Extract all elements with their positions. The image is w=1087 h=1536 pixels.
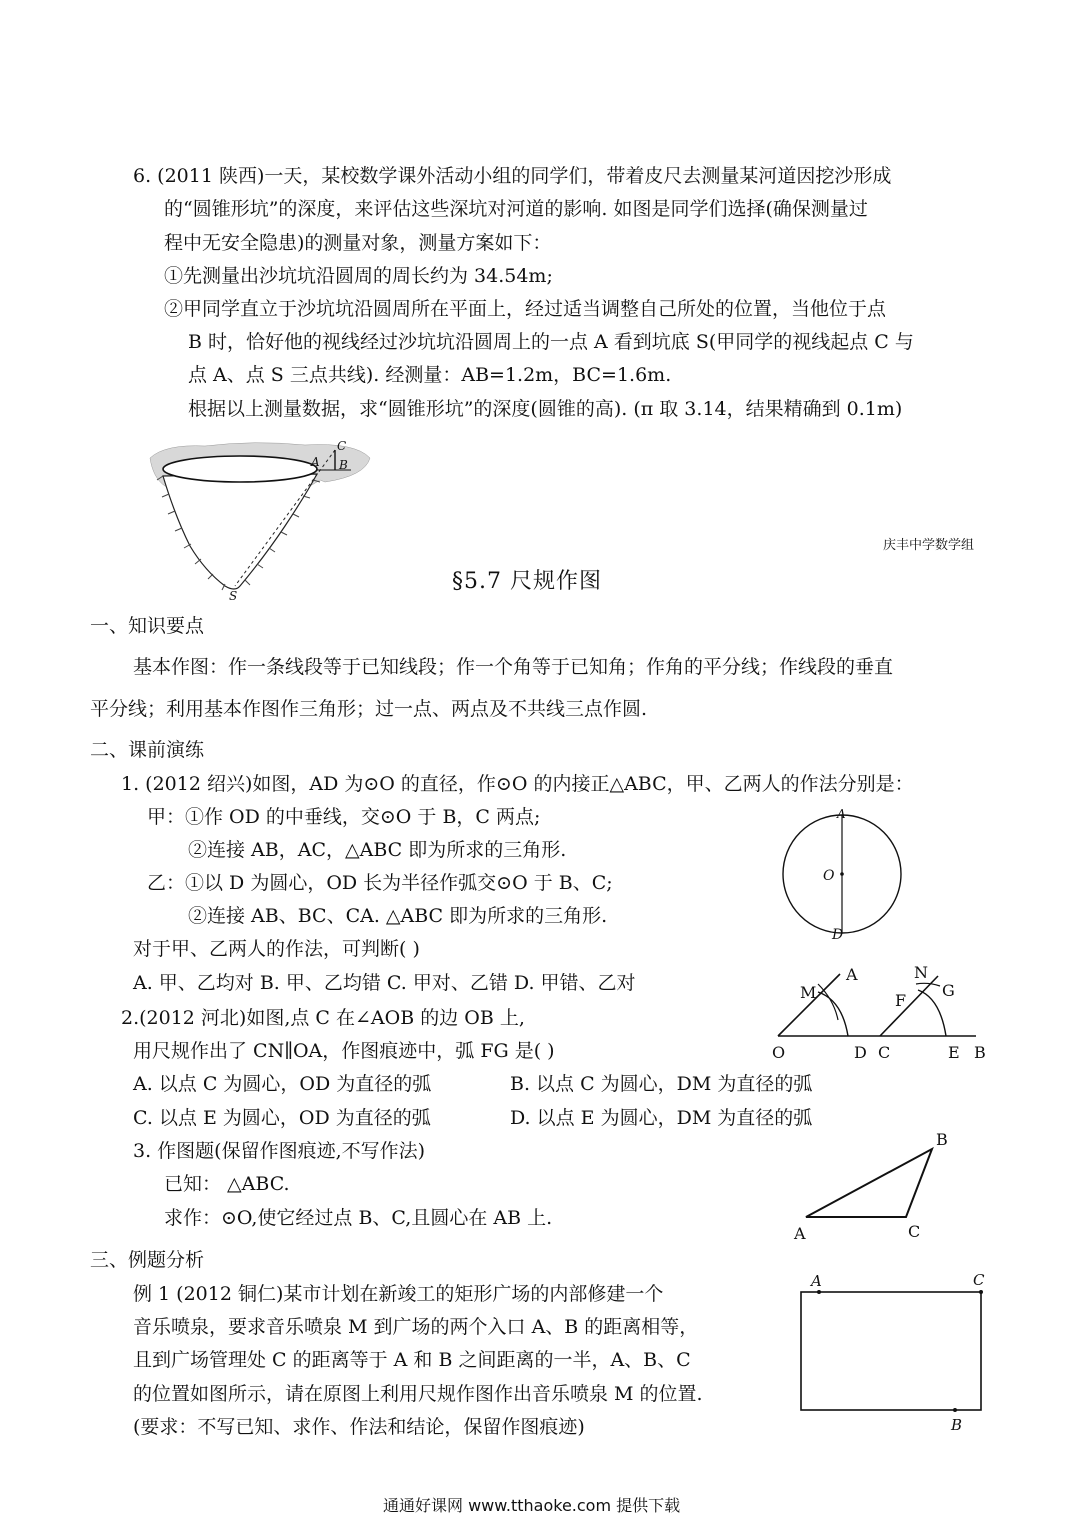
problem6-line3: 程中无安全隐患)的测量对象，测量方案如下： bbox=[164, 232, 552, 254]
part2-heading: 二、课前演练 bbox=[90, 739, 205, 761]
fig2-label-f: F bbox=[895, 991, 907, 1010]
q2-stem2: 用尺规作出了 CN∥OA，作图痕迹中，弧 FG 是( ) bbox=[133, 1040, 555, 1062]
circle-label-o: O bbox=[823, 868, 835, 884]
fig6-label-a: A bbox=[311, 455, 320, 469]
problem6-step2a: ②甲同学直立于沙坑坑沿圆周所在平面上，经过适当调整自己所处的位置，当他位于点 bbox=[164, 298, 887, 320]
fig6-label-s: S bbox=[229, 589, 238, 603]
plaza-rectangle-figure bbox=[795, 1270, 995, 1435]
part3-heading: 三、例题分析 bbox=[90, 1249, 205, 1271]
fig2-label-o: O bbox=[772, 1043, 786, 1062]
q2-option-d: D. 以点 E 为圆心，DM 为直径的弧 bbox=[510, 1107, 813, 1129]
problem6-step1: ①先测量出沙坑坑沿圆周的周长约为 34.54m; bbox=[164, 265, 553, 287]
q2-option-b: B. 以点 C 为圆心，DM 为直径的弧 bbox=[510, 1073, 813, 1095]
pit-rim bbox=[163, 456, 317, 482]
plaza-label-a: A bbox=[811, 1272, 822, 1290]
q1-stem: 1. (2012 绍兴)如图，AD 为⊙O 的直径，作⊙O 的内接正△ABC，甲、乙两人的作法分别是： bbox=[121, 773, 914, 795]
q1-yi1: 乙：①以 D 为圆心，OD 长为半径作弧交⊙O 于 B、C; bbox=[147, 872, 613, 894]
part1-heading: 一、知识要点 bbox=[90, 615, 205, 637]
fig2-label-g: G bbox=[942, 981, 955, 1000]
fig2-label-d: D bbox=[854, 1043, 867, 1062]
ex1-line3: 且到广场管理处 C 的距离等于 A 和 B 之间距离的一半，A、B、C bbox=[133, 1349, 691, 1371]
q3-stem: 3. 作图题(保留作图痕迹,不写作法) bbox=[133, 1140, 426, 1162]
circle-label-a: A bbox=[837, 807, 846, 821]
problem6-step2c: 点 A、点 S 三点共线). 经测量：AB=1.2m，BC=1.6m. bbox=[188, 364, 672, 386]
ex1-line5: (要求：不写已知、求作、作法和结论，保留作图痕迹) bbox=[133, 1416, 585, 1438]
plaza-label-c: C bbox=[973, 1271, 985, 1289]
fig2-label-e: E bbox=[948, 1043, 960, 1062]
footer: 通通好课网 www.tthaoke.com 提供下载 bbox=[383, 1496, 681, 1515]
section-title: §5.7 尺规作图 bbox=[452, 569, 602, 594]
fig6-label-b: B bbox=[339, 458, 348, 472]
fig2-label-m: M bbox=[800, 983, 817, 1002]
plaza-rectangle bbox=[801, 1292, 981, 1410]
q2-option-a: A. 以点 C 为圆心，OD 为直径的弧 bbox=[133, 1073, 432, 1095]
group-note: 庆丰中学数学组 bbox=[883, 538, 975, 553]
tri-label-a: A bbox=[794, 1224, 806, 1243]
fig2-label-n: N bbox=[914, 963, 928, 982]
q1-yi2: ②连接 AB、BC、CA. △ABC 即为所求的三角形. bbox=[188, 905, 608, 927]
fig2-label-c: C bbox=[878, 1043, 891, 1062]
q2-option-c: C. 以点 E 为圆心，OD 为直径的弧 bbox=[133, 1107, 431, 1129]
ex1-line2: 音乐喷泉，要求音乐喷泉 M 到广场的两个入口 A、B 的距离相等， bbox=[133, 1316, 699, 1338]
problem6-line1: 6. (2011 陕西)一天，某校数学课外活动小组的同学们，带着皮尺去测量某河道因挖沙形成 bbox=[133, 165, 892, 187]
triangle-abc-figure bbox=[790, 1125, 960, 1245]
problem6-step2b: B 时，恰好他的视线经过沙坑坑沿圆周上的一点 A 看到坑底 S(甲同学的视线起点 C 与 bbox=[188, 331, 914, 353]
circle-figure bbox=[775, 805, 915, 945]
part1-text1: 基本作图：作一条线段等于已知线段；作一个角等于已知角；作角的平分线；作线段的垂直 bbox=[133, 656, 894, 678]
part1-text2: 平分线；利用基本作图作三角形；过一点、两点及不共线三点作圆. bbox=[90, 698, 648, 720]
q1-jia2: ②连接 AB，AC，△ABC 即为所求的三角形. bbox=[188, 839, 567, 861]
q2-stem1: 2.(2012 河北)如图,点 C 在∠AOB 的边 OB 上, bbox=[121, 1007, 525, 1029]
q1-options: A. 甲、乙均对 B. 甲、乙均错 C. 甲对、乙错 D. 甲错、乙对 bbox=[133, 972, 636, 994]
circle-label-d: D bbox=[832, 927, 844, 943]
q1-ask: 对于甲、乙两人的作法，可判断( ) bbox=[133, 938, 420, 960]
q1-jia1: 甲：①作 OD 的中垂线，交⊙O 于 B，C 两点; bbox=[147, 806, 541, 828]
plaza-label-b: B bbox=[951, 1416, 963, 1434]
fig6-label-c: C bbox=[337, 439, 347, 453]
problem6-question: 根据以上测量数据，求“圆锥形坑”的深度(圆锥的高). (π 取 3.14，结果精确到 0.1m) bbox=[188, 398, 903, 420]
cone-pit-figure bbox=[145, 436, 375, 606]
fig2-label-b: B bbox=[974, 1043, 986, 1062]
ex1-line1: 例 1 (2012 铜仁)某市计划在新竣工的矩形广场的内部修建一个 bbox=[133, 1283, 664, 1305]
parallel-construction-figure bbox=[770, 962, 990, 1067]
tri-label-b: B bbox=[936, 1130, 948, 1149]
tri-label-c: C bbox=[908, 1222, 921, 1241]
q3-find: 求作：⊙O,使它经过点 B、C,且圆心在 AB 上. bbox=[164, 1207, 553, 1229]
ex1-line4: 的位置如图所示，请在原图上利用尺规作图作出音乐喷泉 M 的位置. bbox=[133, 1383, 703, 1405]
fig2-label-a: A bbox=[846, 965, 858, 984]
q3-given: 已知： △ABC. bbox=[164, 1173, 290, 1195]
triangle-abc bbox=[806, 1149, 932, 1217]
problem6-line2: 的“圆锥形坑”的深度，来评估这些深坑对河道的影响. 如图是同学们选择(确保测量过 bbox=[164, 198, 868, 220]
